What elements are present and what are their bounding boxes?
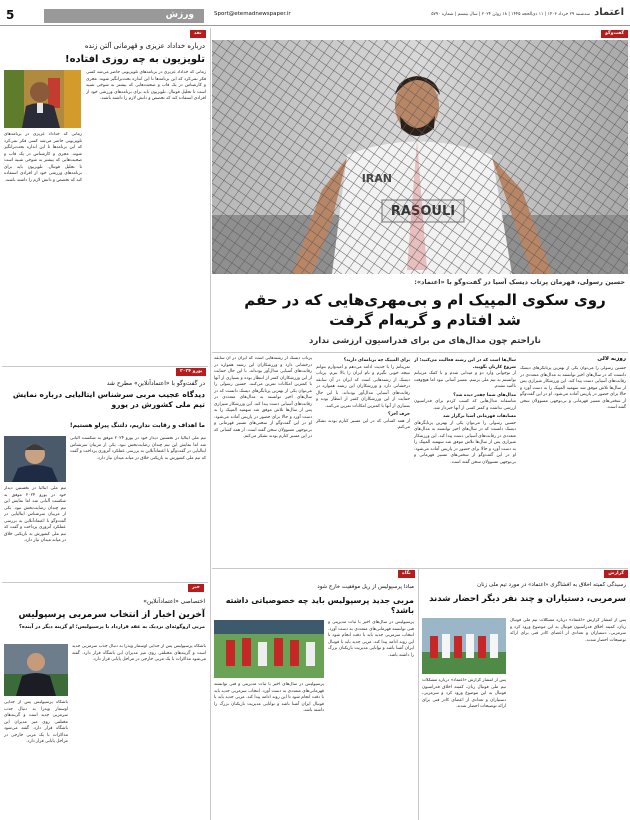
interview-answer: متاسفانه مدال‌هایی که کسب کردم برای فدراسیون ارزشی نداشت و کمتر کسی از آنها خبردار شد. [414,399,516,411]
newspaper-logo: اعتماد [594,7,624,18]
tag-report: گزارش [604,570,628,578]
article-body: پرسپولیس در سال‌های اخیر با ثبات مدیریتی و فنی توانسته قهرمانی‌های متعددی به دست آورد. انتخاب سرمربی جدید باید با دقت انجام شود تا این روند ادامه پیدا کند. مربی جدید باید با فوتبال ایران آشنا باشد و توانایی مدیریت بازیکنان بزرگ را داشته باشد. [214,682,324,713]
article-body: پس از انتشار گزارش «اعتماد» درباره مشکلات تیم ملی فوتبال زنان، کمیته اخلاق فدراسیون فوتبال به این موضوع ورود کرد و سرمربی، دستیاران و تعدادی از اعضای کادر فنی برای ارائه توضیحات احضار شدند. [422,678,506,709]
interview-question: حرف آخر؟ [388,412,410,417]
divider [2,366,208,367]
interview-question: سال‌ها است که در این رشته فعالیت می‌کنید؛ از شروع کارتان بگویید. [414,358,516,370]
kicker-bottom-middle: مبادا پرسپولیس از ریل موفقیت خارج شود [317,584,414,590]
tag-critique: نقد [190,30,206,38]
interview-intro: حسین رسولی را می‌توان یکی از بهترین پرتابگرهای دیسک دانست که در سال‌های اخیر توانسته به مدال‌های متعددی در رقابت‌های آسیایی دست پیدا کند. این ورزشکار شیرازی پس از سال‌ها تلاش موفق شد سهمیه المپیک را به دست آورد و حالا برای حضور در پاریس آماده می‌شود. او در این گفت‌وگو از سختی‌های مسیر قهرمانی و بی‌توجهی مسوولان سخن گفته است. [520,366,626,410]
headline-bottom-right: سرمربی، دستیاران و چند نفر دیگر احضار شدند [429,594,626,604]
interview-answer: حسین رسولی را می‌توان یکی از بهترین پرتابگرهای دیسک دانست که در سال‌های اخیر توانسته به مدال‌های متعددی در رقابت‌های آسیایی دست پیدا کند. این ورزشکار شیرازی پس از سال‌ها تلاش موفق شد سهمیه المپیک را به دست آورد و حالا برای حضور در پاریس آماده می‌شود. او در این گفت‌وگو از سختی‌های مسیر قهرمانی و بی‌توجهی مسوولان سخن گفته است. [214,382,312,433]
interview-column [414,356,516,562]
headline-bottom-middle: مربی جدید پرسپولیس باید چه خصوصیاتی داشته باشد؟ [225,596,414,615]
article-body: پس از انتشار گزارش «اعتماد» درباره مشکلات تیم ملی فوتبال زنان، کمیته اخلاق فدراسیون فوتبال به این موضوع ورود کرد و سرمربی، دستیاران و تعدادی از اعضای کادر فنی برای ارائه توضیحات احضار شدند. [510,618,626,643]
section-title-text: ورزش [165,10,194,20]
article-body: تیم ملی ایتالیا در نخستین دیدار خود در یورو ۲۰۲۴ موفق به شکست آلبانی شد اما نمایش این تیم چندان رضایت‌بخش نبود. یکی از مربیان سرشناس ایتالیایی در گفت‌وگو با اعتمادآنلاین به بررسی عملکرد آتزوری پرداخت و گفت که تیم ملی کشورش به بازیکنی خلاق در میانه میدان نیاز دارد. [4,486,66,543]
subhead-mid: ما اهداف و رقابت نداریم، دلتنگ پیرلو هستیم! [69,422,205,429]
section-title [44,9,204,23]
divider [2,582,208,583]
interview-question: مدال‌های شما چقدر دیده شد؟ [453,392,516,398]
divider [418,568,419,820]
kicker-mid: در گفت‌وگو با «اعتمادآنلاین» مطرح شد [106,380,205,387]
divider [212,568,628,569]
divider [212,352,628,353]
article-body: زمانی که خداداد عزیزی در برنامه‌های تلویزیونی حاضر می‌شد کسی فکر نمی‌کرد که این برنامه‌ها تا این اندازه بحث‌برانگیز شوند. مجری و کارشناس در یک قاب و صحبت‌هایی که بیشتر به شوخی شبیه است تا تحلیل فوتبال. تلویزیون باید برای برنامه‌های ورزشی خود از افرادی استفاده کند که تخصص و دانش لازم را داشته باشند. [86,70,206,101]
kicker-bottom-right: رسیدگی کمیته اخلاق به افشاگری «اعتماد» در مورد تیم ملی زنان [477,582,626,588]
interview-question: برای المپیک چه برنامه‌ای دارید؟ [343,358,410,363]
article-body: تیم ملی ایتالیا در نخستین دیدار خود در یورو ۲۰۲۴ موفق به شکست آلبانی شد اما نمایش این تیم چندان رضایت‌بخش نبود. یکی از مربیان سرشناس ایتالیایی در گفت‌وگو با اعتمادآنلاین به بررسی عملکرد آتزوری پرداخت و گفت که تیم ملی کشورش به بازیکنی خلاق در میانه میدان نیاز دارد. [70,436,206,461]
headline-top: تلویزیون به چه روزی افتاده! [65,54,205,65]
photo-caption: حسین رسولی، قهرمان پرتاب دیسک آسیا در گفت‌وگو با «اعتماد»: [414,278,625,286]
subhead-bottom: مربی اروگوئه‌ای نزدیک به عقد قرارداد با پرسپولیس؛ او گزینه دیگر در آینده؟ [18,624,205,630]
interview-highlight: مسابقات قهرمانی آسیا برگزار شد [442,414,516,419]
interview-answer: تمریناتم را با جدیت ادامه می‌دهم و امیدوارم بتوانم نتیجه خوبی بگیرم و نام ایران را بالا ببرم. [316,364,410,376]
interview-answer: از همه کسانی که در این مسیر کنارم بودند تشکر می‌کنم. [316,418,410,430]
article-body: باشگاه پرسپولیس پس از جدایی اوسمار ویه‌را به دنبال جذب سرمربی جدید است و گزینه‌های مختلفی روی میز مدیران این باشگاه قرار دارد. گفته می‌شود مذاکرات با یک مربی خارجی در مراحل پایانی قرار دارد. [72,644,206,662]
photo-coach-bottom [4,644,68,696]
masthead [0,0,630,26]
photo-persepolis [214,620,324,678]
headline-mid: دیدگاه عجیب مربی سرشناس ایتالیایی درباره نمایش تیم ملی کشورش در یورو [12,390,205,409]
divider [210,28,211,820]
byline: روزبه لالی [597,356,626,362]
headline-bottom: آخرین اخبار از انتخاب سرمربی پرسپولیس [18,610,205,620]
kicker-top: درباره خداداد عزیزی و قهرمانی آلتن زنده [84,42,205,50]
tag-view: نگاه [398,570,415,578]
tag-news: خبر [188,584,204,592]
main-photo-rasouli [212,40,628,274]
kicker-bottom: اختصاصی «اعتمادآنلاین» [143,598,205,605]
interview-answer: پرتاب دیسک از رشته‌هایی است که ایران در آن سابقه درخشانی دارد و ورزشکاران این رشته همواره در رقابت‌های آسیایی مدال‌آور بوده‌اند. با این حال حمایت از این ورزشکاران کمتر از انتظار بوده و بسیاری از آنها با کمترین امکانات تمرین می‌کنند. [214,356,312,387]
interview-answer: از همه کسانی که در این مسیر کنارم بودند تشکر می‌کنم. [214,427,312,439]
main-headline: روی سکوی المپیک ام و بی‌مهری‌هایی که در حقم شد افتادم و گریه‌ام گرفت [244,291,606,329]
page-number: 5 [6,8,15,22]
photo-women-team [422,618,506,674]
interview-column [316,356,410,562]
article-body: پرسپولیس در سال‌های اخیر با ثبات مدیریتی و فنی توانسته قهرمانی‌های متعددی به دست آورد. انتخاب سرمربی جدید باید با دقت انجام شود تا این روند ادامه پیدا کند. مربی جدید باید با فوتبال ایران آشنا باشد و توانایی مدیریت بازیکنان بزرگ را داشته باشد. [328,620,414,658]
tag-interview: گفت‌وگو [601,30,628,38]
article-body: باشگاه پرسپولیس پس از جدایی اوسمار ویه‌را به دنبال جذب سرمربی جدید است و گزینه‌های مختلفی روی میز مدیران این باشگاه قرار دارد. گفته می‌شود مذاکرات با یک مربی خارجی در مراحل پایانی قرار دارد. [4,700,68,744]
interview-answer: حسین رسولی را می‌توان یکی از بهترین پرتابگرهای دیسک دانست که در سال‌های اخیر توانسته به مدال‌های متعددی در رقابت‌های آسیایی دست پیدا کند. این ورزشکار شیرازی پس از سال‌ها تلاش موفق شد سهمیه المپیک را به دست آورد و حالا برای حضور در پاریس آماده می‌شود. او در این گفت‌وگو از سختی‌های مسیر قهرمانی و بی‌توجهی مسوولان سخن گفته است. [414,420,516,465]
date-line: سه‌شنبه ۲۹ خرداد ۱۴۰۳ | ۱۱ ذی‌الحجه ۱۴۴۵ | ۱۸ ژوئن ۲۰۲۴ | سال بیستم | شماره ۵۷۹۰ [431,12,590,17]
photo-khodadad [4,70,81,128]
main-subhead: ناراحتم چون مدال‌های من برای فدراسیون ارزشی ندارد [309,336,541,346]
interview-column [214,356,312,562]
article-body: زمانی که خداداد عزیزی در برنامه‌های تلویزیونی حاضر می‌شد کسی فکر نمی‌کرد که این برنامه‌ها تا این اندازه بحث‌برانگیز شوند. مجری و کارشناس در یک قاب و صحبت‌هایی که بیشتر به شوخی شبیه است تا تحلیل فوتبال. تلویزیون باید برای برنامه‌های ورزشی خود از افرادی استفاده کند که تخصص و دانش لازم را داشته باشند. [4,132,82,183]
interview-answer: از نوجوانی وارد دو و میدانی شدم و با کمک مربیانم توانستم به تیم ملی برسم. مسیر آسانی نبود اما هیچ‌وقت ناامید نشدم. [414,371,516,389]
email[interactable]: Sport@etemadnewspaper.ir [214,11,291,17]
photo-coach [4,436,66,482]
interview-answer: پرتاب دیسک از رشته‌هایی است که ایران در آن سابقه درخشانی دارد و ورزشکاران این رشته همواره در رقابت‌های آسیایی مدال‌آور بوده‌اند. با این حال حمایت از این ورزشکاران کمتر از انتظار بوده و بسیاری از آنها با کمترین امکانات تمرین می‌کنند. [316,371,410,409]
tag-euro: یورو ۲۰۲۴ [176,368,206,376]
